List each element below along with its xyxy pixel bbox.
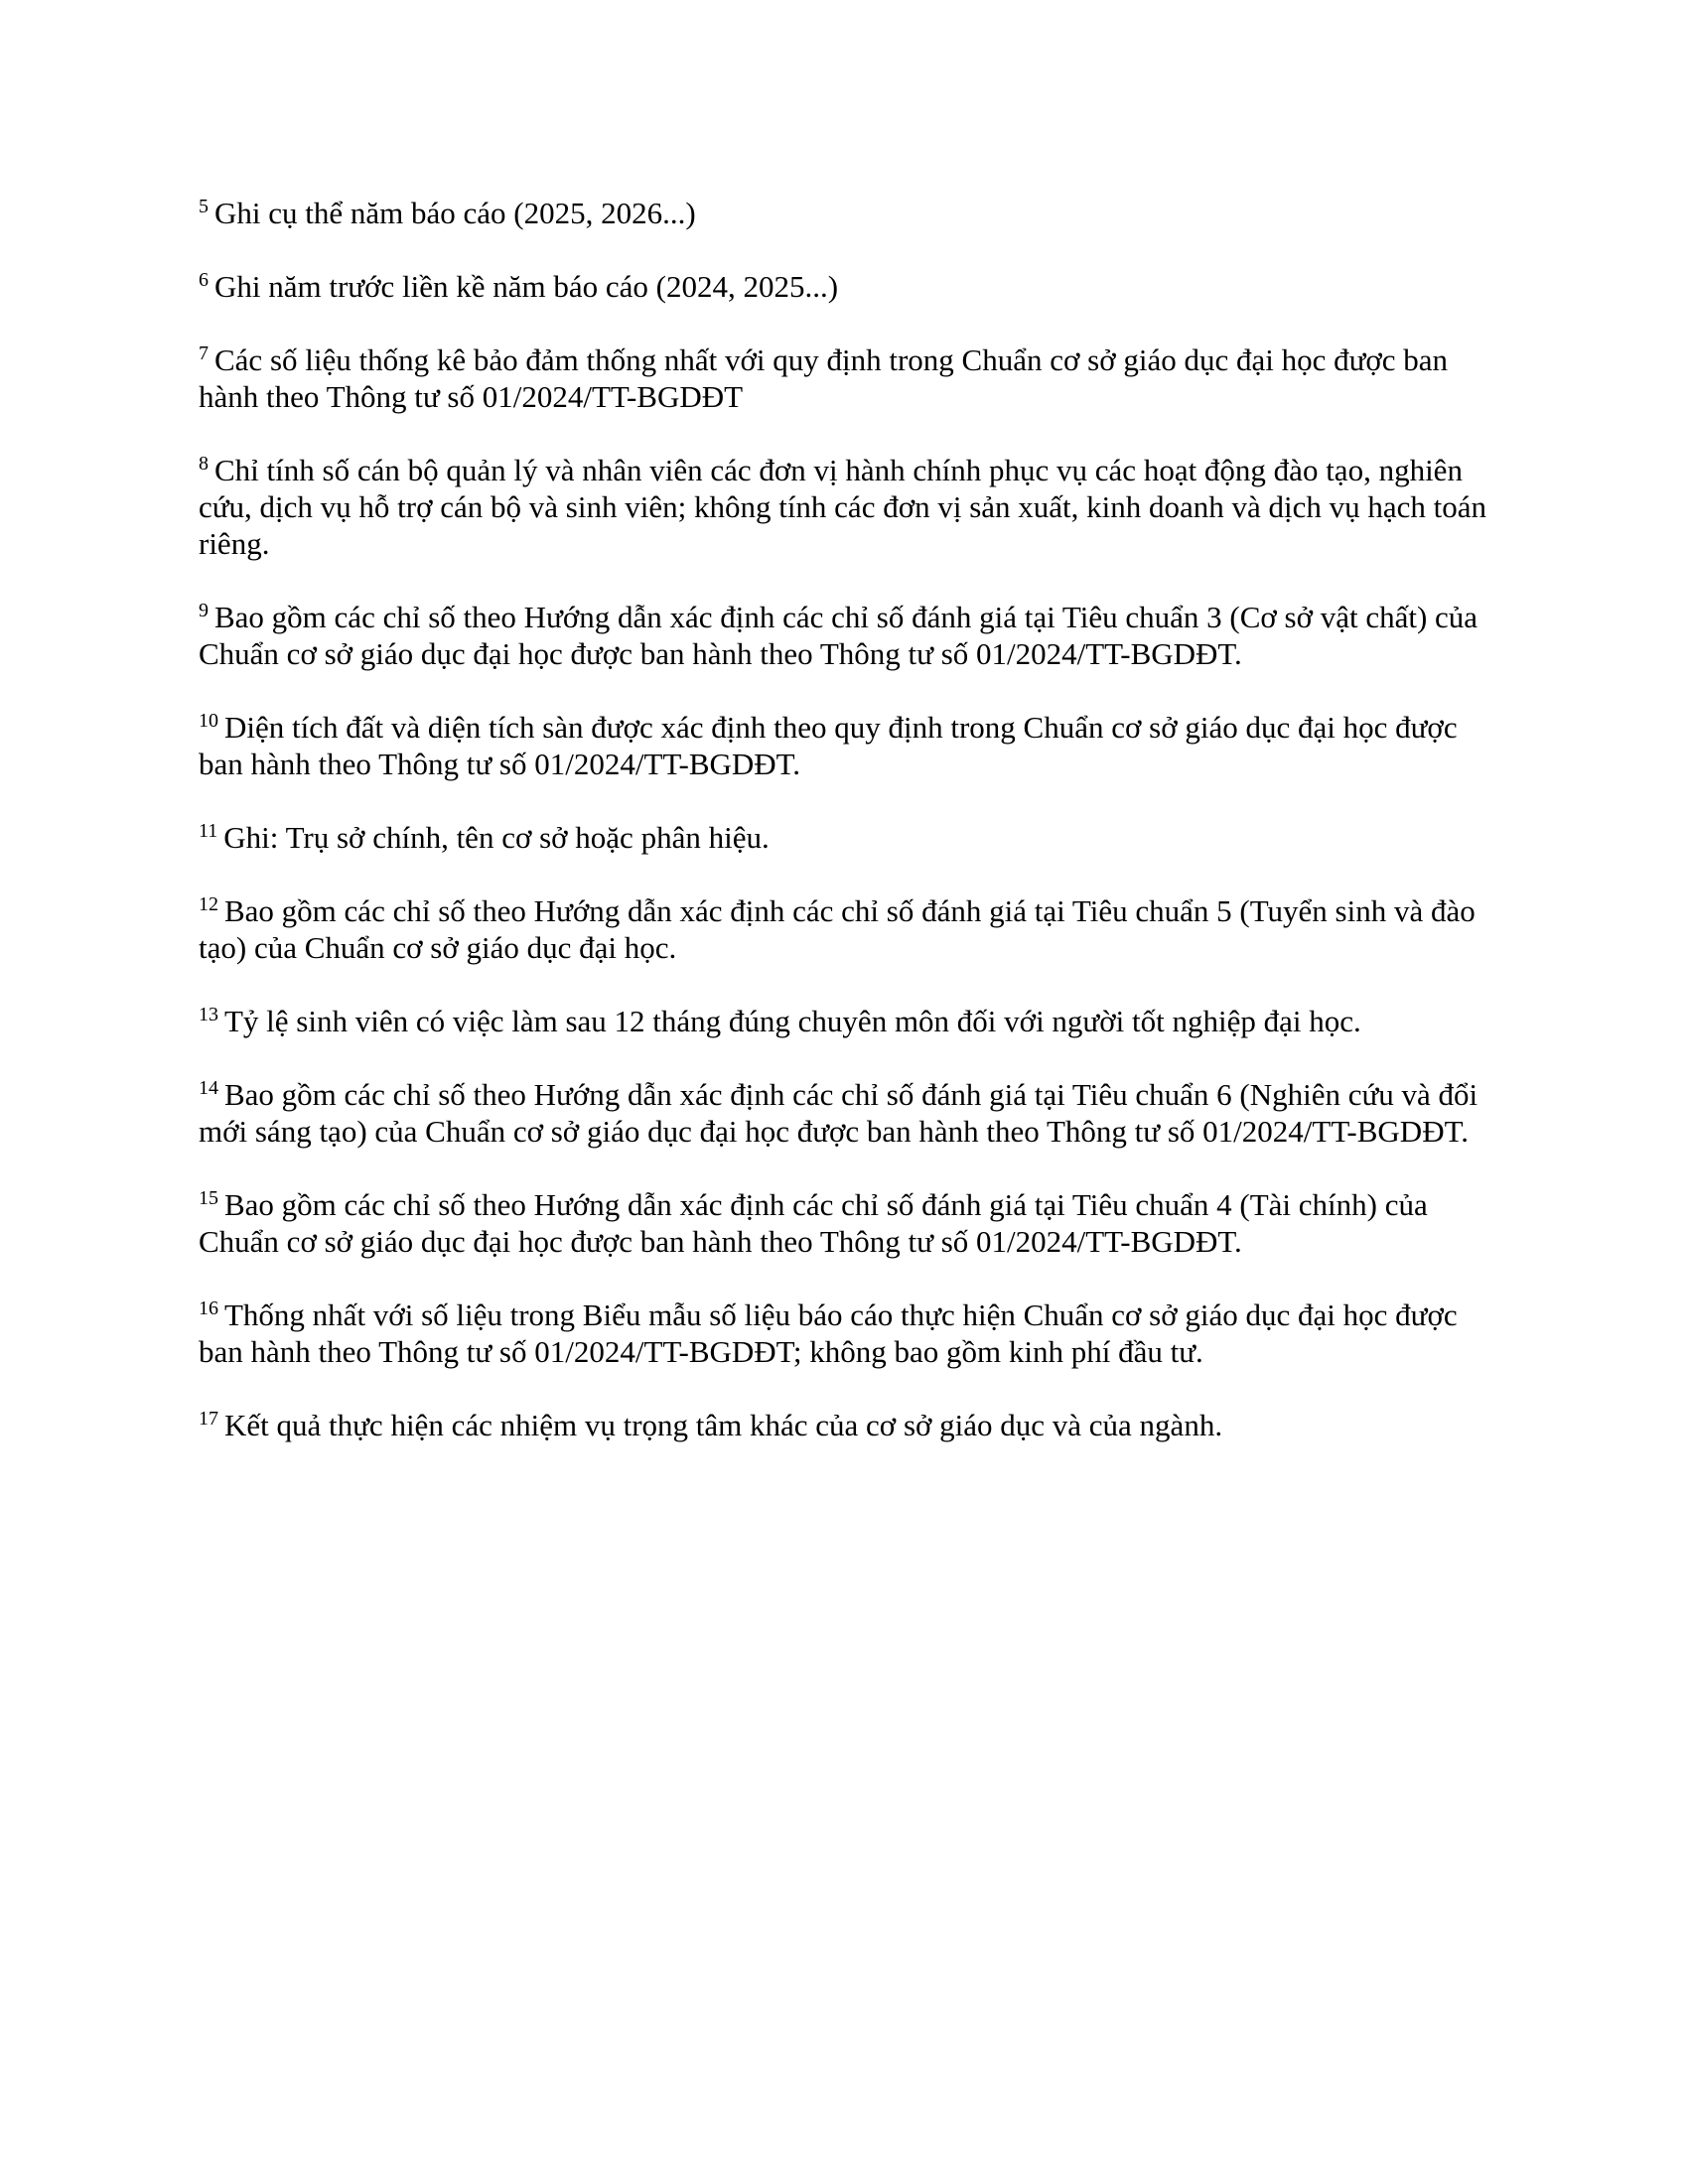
footnote-17 xyxy=(199,1407,1499,1443)
footnote-text: Các số liệu thống kê bảo đảm thống nhất với quy định trong Chuẩn cơ sở giáo dục đại học được ban hành theo Thông tư số 01/2024/TT-BGDĐT xyxy=(199,342,1449,414)
footnote-number: 6 xyxy=(199,268,209,291)
footnote-7 xyxy=(199,341,1499,415)
footnote-13 xyxy=(199,1003,1499,1039)
footnote-text: Bao gồm các chỉ số theo Hướng dẫn xác định các chỉ số đánh giá tại Tiêu chuẩn 5 (Tuyển sinh và đào tạo) của Chuẩn cơ sở giáo dục đại học. xyxy=(199,893,1476,965)
footnote-5 xyxy=(199,195,1499,231)
footnote-10 xyxy=(199,709,1499,782)
footnote-number: 5 xyxy=(199,195,209,217)
footnote-number: 12 xyxy=(199,892,218,915)
footnote-16 xyxy=(199,1297,1499,1370)
footnote-number: 16 xyxy=(199,1297,218,1319)
footnote-text: Thống nhất với số liệu trong Biểu mẫu số liệu báo cáo thực hiện Chuẩn cơ sở giáo dục đại học được ban hành theo Thông tư số 01/2024/TT-BGDĐT; không bao gồm kinh phí đầu tư. xyxy=(199,1297,1458,1369)
footnote-text: Tỷ lệ sinh viên có việc làm sau 12 tháng đúng chuyên môn đối với người tốt nghiệp đại học. xyxy=(224,1004,1361,1038)
footnote-text: Diện tích đất và diện tích sàn được xác định theo quy định trong Chuẩn cơ sở giáo dục đại học được ban hành theo Thông tư số 01/2024/TT-BGDĐT. xyxy=(199,710,1458,781)
footnote-text: Ghi: Trụ sở chính, tên cơ sở hoặc phân hiệu. xyxy=(223,820,770,855)
footnote-8 xyxy=(199,452,1499,562)
footnote-number: 15 xyxy=(199,1186,218,1209)
footnote-number: 17 xyxy=(199,1407,218,1430)
footnote-text: Kết quả thực hiện các nhiệm vụ trọng tâm khác của cơ sở giáo dục và của ngành. xyxy=(224,1408,1223,1442)
footnote-14 xyxy=(199,1076,1499,1150)
footnote-text: Chỉ tính số cán bộ quản lý và nhân viên các đơn vị hành chính phục vụ các hoạt động đào tạo, nghiên cứu, dịch vụ hỗ trợ cán bộ và sinh viên; không tính các đơn vị sản xuất, kinh doanh và dịch vụ hạch toán riêng. xyxy=(199,453,1487,561)
footnotes-page xyxy=(199,195,1499,1480)
footnote-11 xyxy=(199,819,1499,856)
footnote-12 xyxy=(199,892,1499,966)
footnote-15 xyxy=(199,1186,1499,1260)
footnote-9 xyxy=(199,599,1499,672)
footnote-number: 11 xyxy=(199,819,218,842)
footnote-text: Bao gồm các chỉ số theo Hướng dẫn xác định các chỉ số đánh giá tại Tiêu chuẩn 6 (Nghiên cứu và đổi mới sáng tạo) của Chuẩn cơ sở giáo dục đại học được ban hành theo Thông tư số 01/2024/TT-BGDĐT. xyxy=(199,1077,1478,1149)
footnote-number: 8 xyxy=(199,452,209,475)
footnote-number: 13 xyxy=(199,1003,218,1025)
footnote-text: Bao gồm các chỉ số theo Hướng dẫn xác định các chỉ số đánh giá tại Tiêu chuẩn 3 (Cơ sở vật chất) của Chuẩn cơ sở giáo dục đại học được ban hành theo Thông tư số 01/2024/TT-BGDĐT. xyxy=(199,600,1478,671)
footnote-number: 10 xyxy=(199,709,218,732)
footnote-text: Ghi cụ thể năm báo cáo (2025, 2026...) xyxy=(214,196,696,230)
footnote-text: Ghi năm trước liền kề năm báo cáo (2024, 2025...) xyxy=(214,269,839,304)
footnote-number: 9 xyxy=(199,599,209,621)
footnote-6 xyxy=(199,268,1499,305)
footnote-text: Bao gồm các chỉ số theo Hướng dẫn xác định các chỉ số đánh giá tại Tiêu chuẩn 4 (Tài chính) của Chuẩn cơ sở giáo dục đại học được ban hành theo Thông tư số 01/2024/TT-BGDĐT. xyxy=(199,1187,1428,1259)
footnote-number: 7 xyxy=(199,341,209,364)
footnote-number: 14 xyxy=(199,1076,218,1099)
